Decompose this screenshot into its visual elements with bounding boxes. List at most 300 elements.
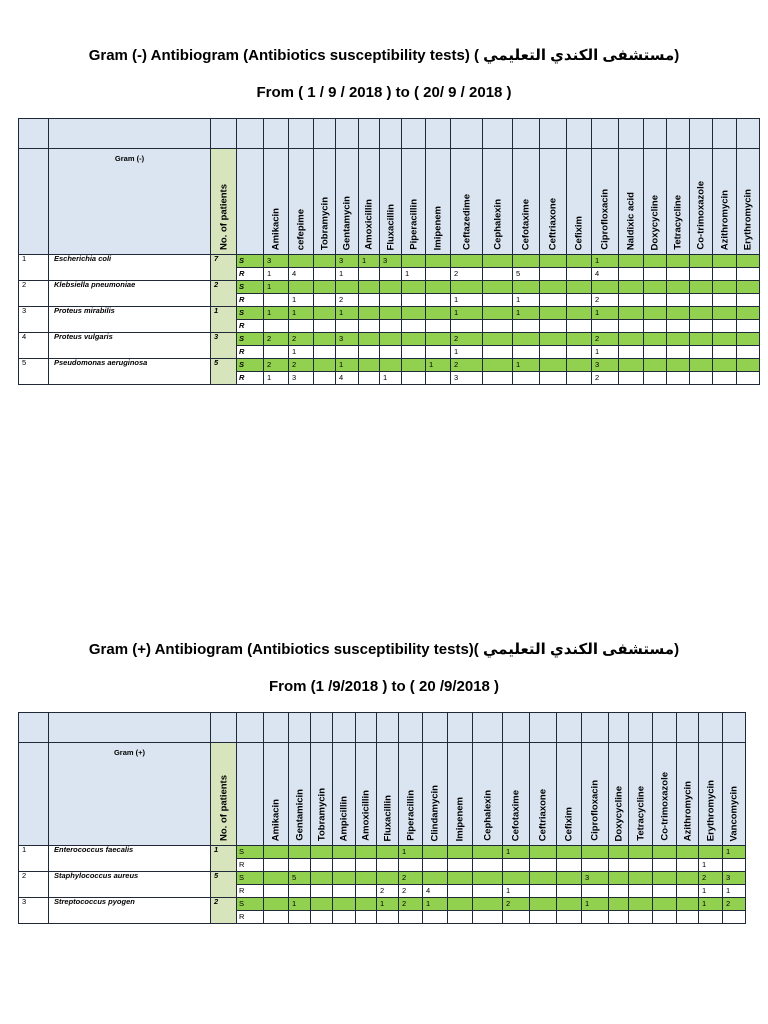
antibiotic-header-cell: [653, 743, 677, 846]
antibiotic-label: Co-trimoxazole: [658, 772, 670, 841]
susceptible-count: [402, 281, 426, 294]
susceptible-count: 1: [723, 846, 746, 859]
susceptible-count: [483, 307, 513, 320]
susceptible-count: [609, 872, 629, 885]
antibiotic-header-cell: [644, 149, 667, 255]
resistant-count: [609, 885, 629, 898]
resistant-count: [426, 372, 451, 385]
susceptible-count: 3: [380, 255, 402, 268]
susceptible-count: [423, 846, 448, 859]
susceptible-label: S: [237, 359, 264, 372]
susceptible-count: [629, 846, 653, 859]
antibiotic-header-cell: [530, 743, 557, 846]
susceptible-count: [483, 359, 513, 372]
resistant-count: [333, 859, 356, 872]
resistant-count: [399, 859, 423, 872]
susceptible-count: [530, 872, 557, 885]
header-band-cell: [314, 119, 336, 149]
susceptible-count: [540, 307, 567, 320]
resistant-count: [426, 268, 451, 281]
susceptible-count: [567, 359, 592, 372]
antibiotic-header-cell: [592, 149, 619, 255]
resistant-count: [667, 268, 690, 281]
susceptible-count: [592, 281, 619, 294]
resistant-count: [540, 268, 567, 281]
antibiotic-label: Erythromycin: [704, 779, 716, 841]
susceptible-count: 3: [336, 333, 359, 346]
header-band-row: [19, 119, 760, 149]
susceptible-count: [314, 333, 336, 346]
susceptible-count: [567, 281, 592, 294]
antibiotic-header-cell: [264, 149, 289, 255]
susceptible-count: 2: [289, 333, 314, 346]
susceptible-count: 1: [264, 281, 289, 294]
resistant-count: [402, 372, 426, 385]
susceptible-count: [690, 255, 713, 268]
resistant-count: [667, 294, 690, 307]
susceptible-count: [713, 359, 737, 372]
susceptible-count: 1: [336, 359, 359, 372]
antibiotic-label: cefepime: [295, 208, 307, 250]
patient-count: 5: [211, 872, 237, 898]
gram-pos-period: From (1 /9/2018 ) to ( 20 /9/2018 ): [268, 678, 500, 695]
susceptible-count: [667, 281, 690, 294]
susceptible-label: S: [237, 872, 264, 885]
header-band-cell: [653, 713, 677, 743]
susceptible-count: [690, 307, 713, 320]
susceptible-count: [483, 255, 513, 268]
susceptible-count: [690, 281, 713, 294]
susceptible-count: [333, 898, 356, 911]
resistant-count: 4: [336, 372, 359, 385]
resistant-count: [667, 372, 690, 385]
resistant-count: [667, 346, 690, 359]
antibiotic-label: Cephalexin: [491, 199, 503, 250]
resistant-count: [737, 372, 760, 385]
organism-name: Klebsiella pneumoniae: [49, 281, 211, 307]
susceptible-count: [356, 846, 377, 859]
header-band-cell: [289, 119, 314, 149]
resistant-count: [380, 346, 402, 359]
resistant-count: [540, 346, 567, 359]
antibiotic-label: Doxycycline: [649, 194, 661, 250]
antibiotic-header-cell: [423, 743, 448, 846]
resistant-label: R: [237, 268, 264, 281]
susceptible-row: [19, 281, 760, 294]
susceptible-count: [619, 255, 644, 268]
resistant-label: R: [237, 859, 264, 872]
susceptible-count: [380, 307, 402, 320]
susceptible-count: 1: [399, 846, 423, 859]
susceptible-count: [402, 307, 426, 320]
susceptible-count: 2: [723, 898, 746, 911]
resistant-count: [483, 372, 513, 385]
resistant-count: [530, 859, 557, 872]
resistant-count: [513, 372, 540, 385]
susceptible-count: [311, 872, 333, 885]
antibiotic-header-cell: [483, 149, 513, 255]
header-band-cell: [359, 119, 380, 149]
resistant-count: [690, 372, 713, 385]
resistant-count: [264, 320, 289, 333]
resistant-count: [402, 294, 426, 307]
susceptible-count: [359, 281, 380, 294]
header-band-cell: [567, 119, 592, 149]
susceptible-count: 2: [503, 898, 530, 911]
resistant-count: 2: [592, 372, 619, 385]
resistant-count: 1: [289, 294, 314, 307]
resistant-count: [423, 911, 448, 924]
susceptible-count: [314, 359, 336, 372]
antibiotic-label: Cefotaxime: [520, 198, 532, 250]
susceptible-count: [644, 333, 667, 346]
antibiotic-header-cell: [582, 743, 609, 846]
resistant-count: [713, 320, 737, 333]
susceptible-count: 2: [264, 333, 289, 346]
antibiotic-label: Naldixic acid: [625, 191, 637, 250]
header-band-cell: [713, 119, 737, 149]
susceptible-count: 1: [503, 846, 530, 859]
header-band-cell: [690, 119, 713, 149]
susceptible-count: [677, 846, 699, 859]
antibiotic-header-cell: [737, 149, 760, 255]
susceptible-row: [19, 333, 760, 346]
patient-count: 1: [211, 307, 237, 333]
antibiotic-label: Tetracycline: [672, 195, 684, 250]
susceptible-count: [667, 359, 690, 372]
antibiotic-header-cell: [699, 743, 723, 846]
susceptible-count: 5: [289, 872, 311, 885]
resistant-count: [644, 346, 667, 359]
organism-name: Proteus mirabilis: [49, 307, 211, 333]
resistant-count: [426, 294, 451, 307]
susceptible-count: 1: [336, 307, 359, 320]
resistant-count: 4: [592, 268, 619, 281]
resistant-count: [713, 294, 737, 307]
resistant-count: [473, 885, 503, 898]
susceptible-count: [619, 359, 644, 372]
susceptible-count: [582, 846, 609, 859]
patient-count: 7: [211, 255, 237, 281]
gram-group-label: Gram (+): [113, 748, 146, 757]
antibiotic-label: Amikacin: [270, 207, 282, 250]
resistant-count: [713, 346, 737, 359]
susceptible-count: [653, 872, 677, 885]
resistant-count: 1: [451, 346, 483, 359]
susceptible-count: [667, 307, 690, 320]
susceptible-count: [402, 255, 426, 268]
susceptible-count: [483, 281, 513, 294]
susceptible-count: [451, 281, 483, 294]
resistant-count: [644, 268, 667, 281]
antibiotic-label: Tobramycin: [318, 196, 330, 250]
susceptible-count: [336, 281, 359, 294]
antibiotic-header-cell: [289, 743, 311, 846]
susceptible-count: [513, 281, 540, 294]
resistant-count: [737, 346, 760, 359]
resistant-count: [359, 294, 380, 307]
resistant-count: [289, 885, 311, 898]
organism-number: 4: [19, 333, 49, 359]
susceptible-count: 3: [336, 255, 359, 268]
susceptible-count: 2: [451, 333, 483, 346]
header-band-cell: [582, 713, 609, 743]
organism-name: Pseudomonas aeruginosa: [49, 359, 211, 385]
resistant-count: [336, 320, 359, 333]
susceptible-count: [540, 333, 567, 346]
susceptible-count: [426, 255, 451, 268]
header-band-cell: [264, 119, 289, 149]
antibiotic-label: Imipenem: [454, 796, 466, 841]
header-band-cell: [448, 713, 473, 743]
gram-pos-antibiogram-table: [18, 712, 746, 924]
antibiotic-header-cell: [723, 743, 746, 846]
antibiotic-header-cell: [314, 149, 336, 255]
resistant-count: [644, 372, 667, 385]
susceptible-count: [713, 333, 737, 346]
antibiotic-header-cell: [557, 743, 582, 846]
antibiotic-header-cell: [448, 743, 473, 846]
susceptible-count: [377, 846, 399, 859]
susceptible-count: [426, 307, 451, 320]
organism-number: 1: [19, 255, 49, 281]
resistant-count: [540, 294, 567, 307]
susceptible-count: [356, 898, 377, 911]
resistant-label: R: [237, 885, 264, 898]
organism-name: Staphylococcus aureus: [49, 872, 211, 898]
antibiotic-label: Co-trimoxazole: [695, 181, 707, 250]
resistant-count: [264, 885, 289, 898]
resistant-count: [359, 320, 380, 333]
susceptible-count: [567, 255, 592, 268]
susceptible-count: [423, 872, 448, 885]
susceptible-count: 3: [582, 872, 609, 885]
header-band-cell: [19, 119, 49, 149]
susceptible-count: [264, 872, 289, 885]
resistant-count: [426, 346, 451, 359]
susceptible-count: [513, 333, 540, 346]
susceptible-count: [699, 846, 723, 859]
resistant-count: [713, 268, 737, 281]
organism-number: 1: [19, 846, 49, 872]
header-band-cell: [644, 119, 667, 149]
resistant-count: [629, 911, 653, 924]
resistant-count: [619, 294, 644, 307]
resistant-count: [333, 911, 356, 924]
antibiotic-label: Ampicillin: [338, 795, 350, 841]
resistant-count: [582, 859, 609, 872]
antibiotic-label: Ciprofloxacin: [599, 189, 611, 250]
susceptible-row: [19, 307, 760, 320]
antibiotic-label: Gentamycin: [341, 195, 353, 250]
header-band-cell: [667, 119, 690, 149]
susceptible-count: [483, 333, 513, 346]
susceptible-count: [629, 872, 653, 885]
organism-number: 5: [19, 359, 49, 385]
susceptible-count: [690, 333, 713, 346]
resistant-count: [557, 911, 582, 924]
susceptible-count: [609, 898, 629, 911]
antibiotic-header-cell: [690, 149, 713, 255]
resistant-count: 1: [592, 346, 619, 359]
antibiotic-header-cell: [503, 743, 530, 846]
resistant-count: [314, 294, 336, 307]
antibiotic-label: Piperacillin: [404, 790, 416, 841]
resistant-count: [359, 268, 380, 281]
antibiotic-label: Tetracycline: [634, 786, 646, 841]
resistant-count: [582, 911, 609, 924]
antibiotic-header-cell: [311, 743, 333, 846]
resistant-count: [483, 268, 513, 281]
susceptible-count: 1: [377, 898, 399, 911]
resistant-count: [314, 372, 336, 385]
header-sr-cell: [237, 149, 264, 255]
resistant-label: R: [237, 294, 264, 307]
susceptible-count: [737, 333, 760, 346]
susceptible-count: [314, 281, 336, 294]
patients-header-label: No. of patients: [217, 184, 229, 250]
antibiotic-header-cell: [289, 149, 314, 255]
susceptible-count: [530, 898, 557, 911]
header-index-cell: [19, 743, 49, 846]
header-band-cell: [557, 713, 582, 743]
resistant-count: [713, 372, 737, 385]
patient-count: 2: [211, 281, 237, 307]
resistant-count: [609, 911, 629, 924]
susceptible-label: S: [237, 846, 264, 859]
resistant-count: [677, 911, 699, 924]
patients-header-cell: [211, 149, 237, 255]
antibiotic-header-cell: [402, 149, 426, 255]
resistant-count: [540, 372, 567, 385]
resistant-count: [333, 885, 356, 898]
antibiotic-label: Clindamycin: [429, 784, 441, 841]
antibiotic-label: Azithromycin: [681, 780, 693, 841]
antibiotic-label: Azithromycin: [718, 189, 730, 250]
resistant-label: R: [237, 346, 264, 359]
antibiotic-header-cell: [677, 743, 699, 846]
susceptible-count: [448, 898, 473, 911]
resistant-count: [644, 320, 667, 333]
resistant-count: 5: [513, 268, 540, 281]
resistant-count: [644, 294, 667, 307]
resistant-count: 1: [289, 346, 314, 359]
susceptible-count: [264, 898, 289, 911]
susceptible-count: [333, 872, 356, 885]
resistant-count: 4: [289, 268, 314, 281]
susceptible-count: 2: [399, 898, 423, 911]
susceptible-count: [451, 255, 483, 268]
antibiotic-label: Cephalexin: [481, 790, 493, 841]
resistant-count: [690, 294, 713, 307]
resistant-count: [677, 885, 699, 898]
susceptible-count: [619, 307, 644, 320]
susceptible-count: [644, 307, 667, 320]
resistant-count: [619, 346, 644, 359]
header-band-cell: [723, 713, 746, 743]
susceptible-count: 1: [699, 898, 723, 911]
susceptible-count: [737, 281, 760, 294]
antibiotic-label: Doxycycline: [612, 785, 624, 841]
antibiotic-header-cell: [451, 149, 483, 255]
header-band-cell: [592, 119, 619, 149]
susceptible-count: [359, 333, 380, 346]
antibiotic-label: Vancomycin: [728, 785, 740, 841]
resistant-count: [359, 346, 380, 359]
susceptible-count: 2: [289, 359, 314, 372]
antibiotic-header-cell: [359, 149, 380, 255]
resistant-count: 2: [592, 294, 619, 307]
susceptible-row: [19, 255, 760, 268]
antibiotic-header-cell: [629, 743, 653, 846]
susceptible-count: [448, 872, 473, 885]
antibiotic-label: Amikacin: [270, 798, 282, 841]
susceptible-count: [677, 898, 699, 911]
gram-neg-period: From ( 1 / 9 / 2018 ) to ( 20/ 9 / 2018 ): [256, 84, 512, 101]
resistant-count: 2: [451, 268, 483, 281]
resistant-count: [567, 294, 592, 307]
resistant-count: [530, 885, 557, 898]
susceptible-count: [513, 255, 540, 268]
susceptible-count: 1: [426, 359, 451, 372]
antibiotic-header-cell: [619, 149, 644, 255]
susceptible-count: [380, 281, 402, 294]
gram-neg-title: Gram (-) Antibiogram (Antibiotics susceptibility tests) ( مستشفى الكندي التعليمي): [88, 47, 680, 64]
header-band-cell: [211, 119, 237, 149]
header-band-cell: [629, 713, 653, 743]
antibiotic-header-cell: [513, 149, 540, 255]
susceptible-count: 1: [289, 898, 311, 911]
resistant-count: [609, 859, 629, 872]
resistant-count: [619, 320, 644, 333]
resistant-count: [314, 346, 336, 359]
susceptible-count: [557, 846, 582, 859]
susceptible-count: [713, 307, 737, 320]
antibiotic-label: Tobramycin: [315, 787, 327, 841]
susceptible-count: [402, 333, 426, 346]
header-band-cell: [513, 119, 540, 149]
resistant-count: [503, 859, 530, 872]
susceptible-count: [713, 281, 737, 294]
resistant-count: [737, 268, 760, 281]
susceptible-count: [426, 281, 451, 294]
resistant-count: [426, 320, 451, 333]
resistant-count: [380, 320, 402, 333]
header-band-cell: [677, 713, 699, 743]
susceptible-count: 1: [592, 255, 619, 268]
resistant-count: [380, 294, 402, 307]
susceptible-count: [530, 846, 557, 859]
susceptible-count: [426, 333, 451, 346]
susceptible-count: [557, 898, 582, 911]
susceptible-count: [677, 872, 699, 885]
organism-name: Proteus vulgaris: [49, 333, 211, 359]
susceptible-count: [644, 359, 667, 372]
susceptible-count: [380, 359, 402, 372]
resistant-count: 1: [513, 294, 540, 307]
resistant-count: [399, 911, 423, 924]
susceptible-count: [609, 846, 629, 859]
antibiotic-label: Fluxacillin: [381, 794, 393, 841]
antibiotic-header-cell: [609, 743, 629, 846]
header-band-cell: [211, 713, 237, 743]
susceptible-count: [289, 281, 314, 294]
antibiotic-header-cell: [380, 149, 402, 255]
susceptible-count: [314, 307, 336, 320]
susceptible-row: [19, 898, 746, 911]
resistant-count: [289, 911, 311, 924]
resistant-count: [653, 911, 677, 924]
